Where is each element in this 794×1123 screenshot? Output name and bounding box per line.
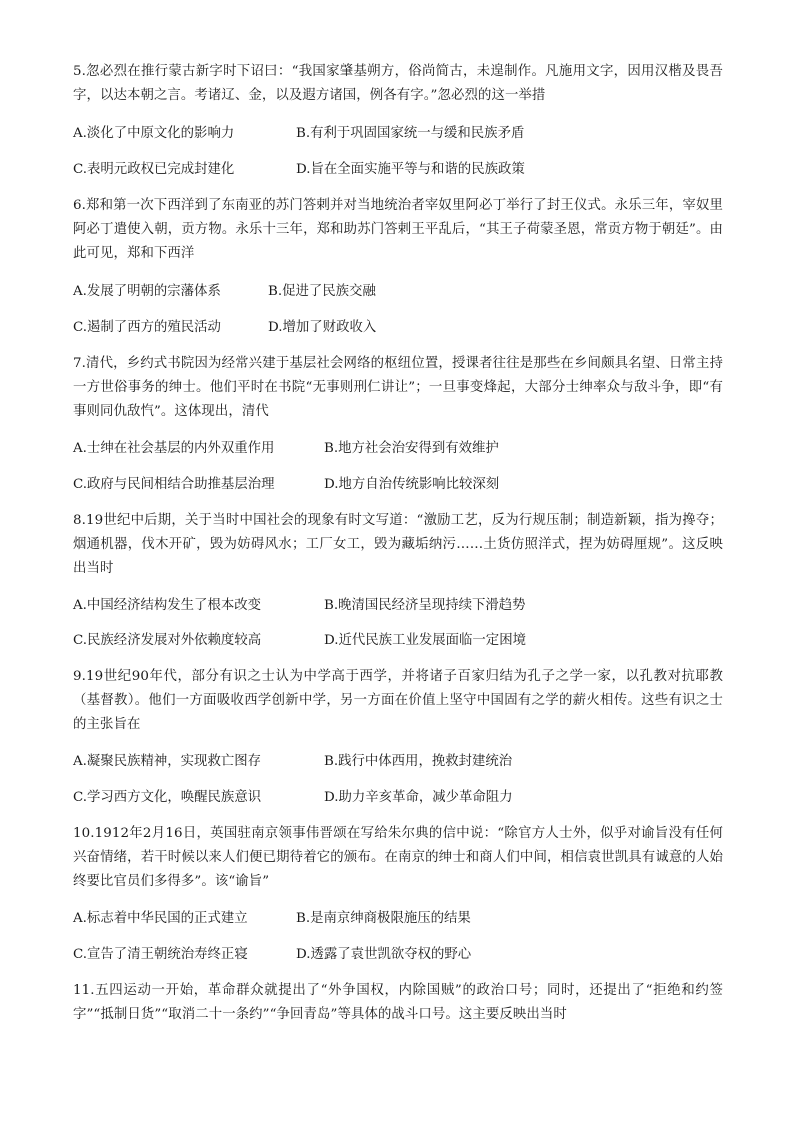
question-7-option-d: D.地方自治传统影响比较深刻	[324, 477, 500, 492]
question-5-option-b: B.有利于巩固国家统一与缓和民族矛盾	[296, 126, 525, 141]
question-7-option-a: A.士绅在社会基层的内外双重作用	[73, 441, 275, 456]
question-6-option-d: D.增加了财政收入	[268, 320, 377, 335]
question-5-option-d: D.旨在全面实施平等与和谐的民族政策	[296, 162, 525, 177]
question-11-stem: 11.五四运动一开始，革命群众就提出了“外争国权，内除国贼”的政治口号；同时，还提出了“拒绝和约签字”“抵制日货”“取消二十一条约”“争回青岛”等具体的战斗口号。这主要反映出当时	[73, 983, 723, 1022]
question-9-option-c: C.学习西方文化，唤醒民族意识	[73, 790, 262, 805]
question-8-option-c: C.民族经济发展对外依赖度较高	[73, 633, 262, 648]
question-5-option-a: A.淡化了中原文化的影响力	[73, 126, 235, 141]
question-6-stem: 6.郑和第一次下西洋到了东南亚的苏门答剌并对当地统治者宰奴里阿必丁举行了封王仪式。永乐三年，宰奴里阿必丁遣使入朝，贡方物。永乐十三年，郑和助苏门答剌王平乱后，“其王子荷蒙圣恩，常贡方物于朝廷”。由此可见，郑和下西洋	[73, 198, 723, 261]
question-7-stem: 7.清代，乡约式书院因为经常兴建于基层社会网络的枢纽位置，授课者往往是那些在乡间颇具名望、日常主持一方世俗事务的绅士。他们平时在书院“无事则刑仁讲让”；一旦事变烽起，大部分士绅率众与敌斗争，即“有事则同仇敌忾”。这体现出，清代	[73, 356, 723, 419]
question-9-stem: 9.19世纪90年代，部分有识之士认为中学高于西学，并将诸子百家归结为孔子之学一家，以孔教对抗耶教（基督教）。他们一方面吸收西学创新中学，另一方面在价值上坚守中国固有之学的薪火相传。这些有识之士的主张旨在	[73, 669, 723, 732]
question-5-option-c: C.表明元政权已完成封建化	[73, 162, 235, 177]
question-10-option-a: A.标志着中华民国的正式建立	[73, 911, 248, 926]
question-8-option-b: B.晚清国民经济呈现持续下滑趋势	[324, 598, 526, 613]
question-6-option-a: A.发展了明朝的宗藩体系	[73, 284, 221, 299]
question-10-option-d: D.透露了袁世凯欲夺权的野心	[296, 947, 472, 962]
question-10-option-c: C.宣告了清王朝统治寿终正寝	[73, 947, 248, 962]
question-10-stem: 10.1912年2月16日，英国驻南京领事伟晋颂在写给朱尔典的信中说：“除官方人士外，似乎对谕旨没有任何兴奋情绪，若干时候以来人们便已期待着它的颁布。在南京的绅士和商人们中间，相信袁世凯具有诚意的人始终要比官员们多得多”。该“谕旨”	[73, 826, 723, 889]
question-6-option-b: B.促进了民族交融	[268, 284, 376, 299]
question-7-option-c: C.政府与民间相结合助推基层治理	[73, 477, 275, 492]
question-9-option-a: A.凝聚民族精神，实现救亡图存	[73, 754, 262, 769]
question-6-option-c: C.遏制了西方的殖民活动	[73, 320, 221, 335]
question-5-stem: 5.忽必烈在推行蒙古新字时下诏曰：“我国家肇基朔方，俗尚简古，未遑制作。凡施用文字，因用汉楷及畏吾字，以达本朝之言。考诸辽、金，以及遐方诸国，例各有字。”忽必烈的这一举措	[73, 64, 723, 103]
question-8-option-a: A.中国经济结构发生了根本改变	[73, 598, 262, 613]
question-7-option-b: B.地方社会治安得到有效维护	[324, 441, 499, 456]
question-8-stem: 8.19世纪中后期，关于当时中国社会的现象有时文写道：“激励工艺，反为行规压制；制造新颖，指为搀夺；烟通机器，伐木开矿，毁为妨碍风水；工厂女工，毁为藏垢纳污……土货仿照洋式，捏为妨碍厘规”。这反映出当时	[73, 513, 723, 576]
question-9-option-d: D.助力辛亥革命，减少革命阻力	[324, 790, 513, 805]
question-9-option-b: B.践行中体西用，挽救封建统治	[324, 754, 513, 769]
question-8-option-d: D.近代民族工业发展面临一定困境	[324, 633, 526, 648]
question-10-option-b: B.是南京绅商极限施压的结果	[296, 911, 471, 926]
